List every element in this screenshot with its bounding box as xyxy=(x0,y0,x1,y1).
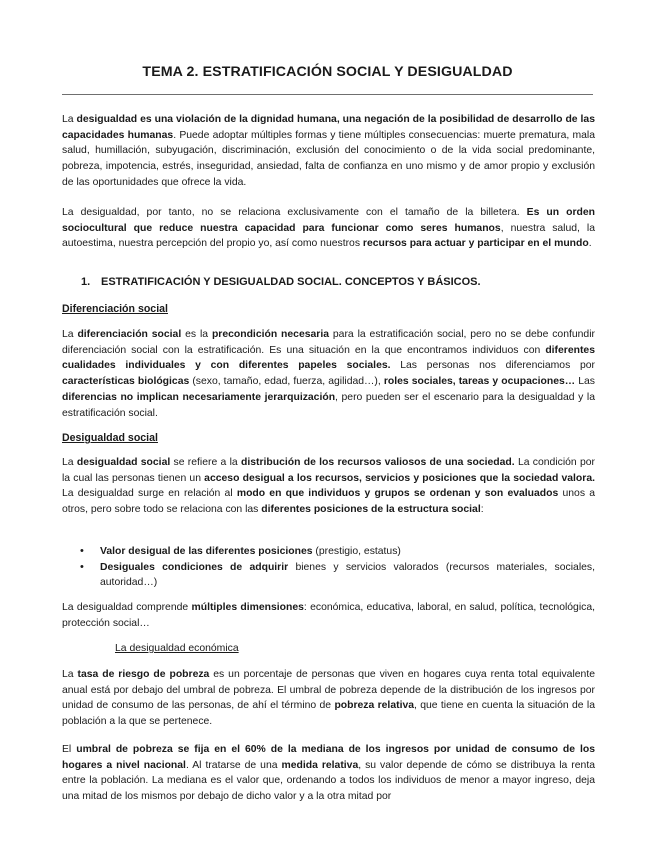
bold-text: múltiples dimensiones xyxy=(191,602,304,613)
bold-text: recursos para actuar y participar en el mundo xyxy=(362,238,589,250)
bullet-icon: • xyxy=(80,560,84,573)
bold-text: precondición necesaria xyxy=(211,329,330,340)
bold-text: distribución de los recursos valiosos de una sociedad. xyxy=(241,457,515,468)
text: , nuestra salud, la autoestima, nuestra percepción del propio yo, así como nuestros xyxy=(62,222,595,250)
text: , que tiene en cuenta la situación de la población a la que se pertenece. xyxy=(62,700,595,728)
paragraph-desigualdad-social xyxy=(62,455,595,518)
text: . xyxy=(588,238,592,250)
paragraph-tasa-pobreza xyxy=(62,667,595,730)
bold-text: diferencias no implican necesariamente jerarquización xyxy=(62,391,336,403)
text: La xyxy=(62,114,77,125)
text: La condición por la cual las personas tienen un xyxy=(62,457,596,484)
paragraph-intro xyxy=(62,112,595,191)
paragraph-umbral-pobreza xyxy=(62,742,595,805)
text: La desigualdad comprende xyxy=(62,602,192,613)
text: Las personas nos diferenciamos por xyxy=(390,360,595,372)
text: : económica, educativa, laboral, en salud, política, tecnológica, protección social… xyxy=(62,602,596,629)
text: es la xyxy=(181,329,212,340)
page-title: TEMA 2. ESTRATIFICACIÓN SOCIAL Y DESIGUALDAD xyxy=(142,64,513,80)
text: La xyxy=(62,457,77,468)
bold-text: tasa de riesgo de pobreza xyxy=(77,669,210,680)
text: El xyxy=(62,744,77,755)
bold-text: Valor desigual de las diferentes posiciones xyxy=(100,546,313,557)
text: La desigualdad, por tanto, no se relaciona exclusivamente con el tamaño de la billetera. xyxy=(62,207,527,218)
text: La xyxy=(62,669,78,680)
bullet-icon: • xyxy=(80,545,84,557)
title-divider xyxy=(62,94,593,95)
bold-text: pobreza relativa xyxy=(334,700,415,712)
list-item xyxy=(62,544,595,560)
bold-text: desigualdad es una violación de la dignidad humana, una negación de la posibilidad de desarrollo de las capacidades humanas xyxy=(62,114,595,141)
bold-text: roles sociales, tareas y ocupaciones… xyxy=(383,376,576,388)
text: bienes y servicios valorados (recursos materiales, sociales, autoridad…) xyxy=(100,561,595,589)
text: , su valor depende de cómo se distribuya la renta entre la población. La mediana es el valor que, ordenando a todos los individuos de menor a mayor ingreso, deja una mitad de los mismos por debajo de dicho valor y a la otra mitad por xyxy=(62,759,595,803)
bold-text: modo en que individuos y grupos se ordenan y son evaluados xyxy=(236,488,559,500)
text: (sexo, tamaño, edad, fuerza, agilidad…), xyxy=(189,376,384,388)
bold-text: medida relativa xyxy=(281,759,359,771)
paragraph-dimensiones xyxy=(62,600,595,631)
bold-text: acceso desigual a los recursos, servicios y posiciones que la sociedad valora. xyxy=(204,472,595,484)
paragraph-desigualdad xyxy=(62,205,595,252)
subheading-desigualdad-economica: La desigualdad económica xyxy=(115,643,239,654)
paragraph-diferenciacion xyxy=(62,327,595,421)
text: La desigualdad surge en relación al xyxy=(62,488,237,500)
text: . Puede adoptar múltiples formas y tiene múltiples consecuencias: muerte prematura, mala salud, humillación, subyugación, discriminación, exclusión del conocimiento o de la vida social predominante, pobreza, impotencia, estrés, inseguridad, ansiedad, falta de confianza en uno mismo y de amor propio y exclusión de las oportunidades que ofrece la vida. xyxy=(62,129,595,188)
text: se refiere a la xyxy=(170,457,241,468)
bold-text: Es un orden sociocultural que reduce nuestra capacidad para funcionar como seres humanos xyxy=(62,207,595,234)
bold-text: diferentes posiciones de la estructura social xyxy=(261,504,481,516)
text: (prestigio, estatus) xyxy=(312,546,401,557)
text: es un porcentaje de personas que viven en hogares cuya renta total equivalente anual está por debajo del umbral de pobreza. El umbral de pobreza depende de la distribución de los ingresos por unidad de consumo de las personas, de ahí el término de xyxy=(62,669,595,712)
subheading-desigualdad-social: Desigualdad social xyxy=(62,432,158,444)
bold-text: desigualdad social xyxy=(76,457,171,468)
bullet-list xyxy=(62,544,595,591)
section-number: 1. xyxy=(81,276,91,288)
list-item xyxy=(62,560,595,591)
subheading-diferenciacion: Diferenciación social xyxy=(62,303,168,315)
bold-text: Desiguales condiciones de adquirir xyxy=(100,561,289,573)
section-label: ESTRATIFICACIÓN Y DESIGUALDAD SOCIAL. CONCEPTOS Y BÁSICOS. xyxy=(101,276,481,288)
section-heading-1 xyxy=(81,274,481,290)
bold-text: umbral de pobreza se fija en el 60% de la mediana de los ingresos por unidad de consumo de los hogares a nivel nacional xyxy=(62,744,595,771)
bold-text: diferentes cualidades individuales y con diferentes papeles sociales. xyxy=(62,344,595,372)
bold-text: características biológicas xyxy=(62,376,190,388)
text: para la estratificación social, pero no se debe confundir diferenciación social con la estratificación. Es una situación en la que encontramos individuos con xyxy=(62,329,595,356)
bold-text: diferenciación social xyxy=(77,329,182,340)
text: . Al tratarse de una xyxy=(185,759,282,771)
text: , pero pueden ser el escenario para la desigualdad y la estratificación social. xyxy=(62,391,595,419)
text: Las xyxy=(575,376,595,388)
text: La xyxy=(62,329,78,340)
text: unos a otros, pero sobre todo se relaciona con las xyxy=(62,488,595,516)
text: : xyxy=(480,504,484,516)
